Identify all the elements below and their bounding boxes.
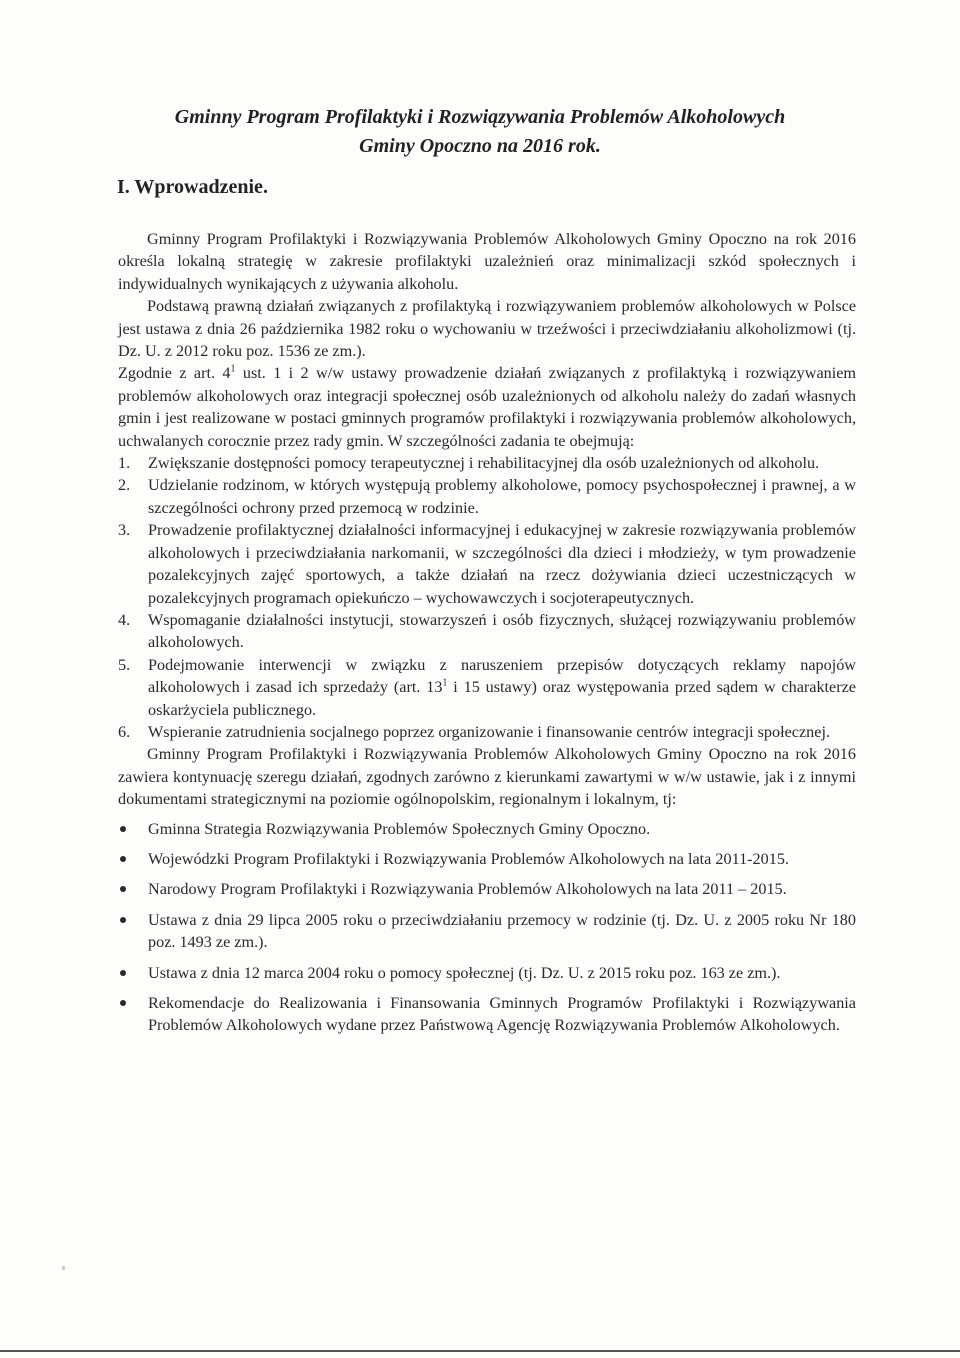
tasks-list	[118, 452, 856, 743]
intro-paragraph-2: Podstawą prawną działań związanych z profilaktyką i rozwiązywaniem problemów alkoholowych w Polsce jest ustawa z dnia 26 października 1982 roku o wychowaniu w trzeźwości i przeciwdziałaniu alkoholizmowi (tj. Dz. U. z 2012 roku poz. 1536 ze zm.).	[118, 297, 856, 361]
scan-edge-line	[0, 1350, 960, 1352]
scan-speck	[62, 1266, 65, 1270]
list-number: 5.	[118, 655, 131, 674]
bullet-icon	[120, 917, 126, 923]
list-number: 6.	[118, 722, 131, 741]
list-item	[118, 519, 856, 609]
document-title	[100, 103, 860, 161]
list-item	[118, 878, 856, 900]
section-heading: I. Wprowadzenie.	[117, 176, 268, 198]
list-item-text: Podejmowanie interwencji w związku z naruszeniem przepisów dotyczących reklamy napojów alkoholowych i zasad ich sprzedaży (art. 13	[148, 655, 856, 697]
list-item	[118, 909, 856, 954]
document-body	[118, 228, 856, 1045]
list-item-text: Prowadzenie profilaktycznej działalności informacyjnej i edukacyjnej w zakresie rozwiązywania problemów alkoholowych i przeciwdziałania narkomanii, w szczególności dla dzieci i młodzieży, w tym prowadzenie pozalekcyjnych zajęć sportowych, a także działań na rzecz dożywiania dzieci uczestniczących w pozalekcyjnych programach opiekuńczo – wychowawczych i socjoterapeutycznych.	[148, 521, 856, 607]
bullet-icon	[120, 856, 126, 862]
list-item	[118, 474, 856, 519]
list-item-text: Gminna Strategia Rozwiązywania Problemów Społecznych Gminy Opoczno.	[148, 819, 651, 838]
list-item-text: Wojewódzki Program Profilaktyki i Rozwiązywania Problemów Alkoholowych na lata 2011-2015.	[148, 849, 789, 868]
intro-paragraph-3	[118, 362, 856, 452]
bullet-icon	[120, 970, 126, 976]
legal-reference-text: Zgodnie z art. 4	[118, 364, 231, 383]
list-item	[118, 818, 856, 840]
list-item	[118, 452, 856, 474]
list-item	[118, 721, 856, 743]
legal-reference-continuation: ust. 1 i 2 w/w ustawy prowadzenie działań związanych z profilaktyką i rozwiązywaniem problemów alkoholowych oraz integracji społecznej osób uzależnionych od alkoholu należy do zadań własnych gmin i jest realizowane w postaci gminnych programów profilaktyki i rozwiązywania problemów alkoholowych, uchwalanych corocznie przez rady gmin. W szczególności zadania te obejmują:	[118, 364, 857, 450]
list-number: 4.	[118, 610, 131, 629]
list-item-text: Narodowy Program Profilaktyki i Rozwiązywania Problemów Alkoholowych na lata 2011 – 2015.	[148, 880, 787, 899]
list-number: 2.	[118, 476, 131, 495]
superscript: 1	[230, 364, 236, 376]
bullet-icon	[120, 886, 126, 892]
superscript: 1	[442, 677, 448, 689]
list-item-text: Rekomendacje do Realizowania i Finansowania Gminnych Programów Profilaktyki i Rozwiązywania Problemów Alkoholowych wydane przez Państwową Agencję Rozwiązywania Problemów Alkoholowych.	[148, 994, 856, 1035]
list-item-text: Ustawa z dnia 29 lipca 2005 roku o przeciwdziałaniu przemocy w rodzinie (tj. Dz. U. z 2005 roku Nr 180 poz. 1493 ze zm.).	[148, 910, 856, 952]
document-title-line-2: Gminy Opoczno na 2016 rok.	[359, 135, 601, 157]
list-item-text: Wspieranie zatrudnienia socjalnego poprzez organizowanie i finansowanie centrów integracji społecznej.	[148, 722, 830, 741]
intro-paragraph-1: Gminny Program Profilaktyki i Rozwiązywania Problemów Alkoholowych Gminy Opoczno na rok 2016 określa lokalną strategię w zakresie profilaktyki uzależnień oraz minimalizacji szkód społecznych i indywidualnych wynikających z używania alkoholu.	[118, 230, 856, 293]
list-item	[118, 992, 856, 1037]
documents-list	[118, 818, 856, 1037]
bullet-icon	[120, 826, 126, 832]
list-item-text-continuation: i 15 ustawy) oraz występowania przed sądem w charakterze oskarżyciela publicznego.	[148, 678, 856, 719]
list-item	[118, 609, 856, 654]
list-item-text: Ustawa z dnia 12 marca 2004 roku o pomocy społecznej (tj. Dz. U. z 2015 roku poz. 163 ze zm.).	[148, 963, 781, 982]
list-item	[118, 654, 856, 721]
list-item-text: Wspomaganie działalności instytucji, stowarzyszeń i osób fizycznych, służącej rozwiązywaniu problemów alkoholowych.	[148, 610, 856, 652]
list-item	[118, 962, 856, 984]
list-item	[118, 848, 856, 870]
list-item-text: Udzielanie rodzinom, w których występują problemy alkoholowe, pomocy psychospołecznej i prawnej, a w szczególności ochrony przed przemocą w rodzinie.	[148, 476, 856, 517]
bullet-icon	[120, 1000, 126, 1006]
list-item-text: Zwiększanie dostępności pomocy terapeutycznej i rehabilitacyjnej dla osób uzależnionych od alkoholu.	[148, 454, 820, 473]
document-title-line-1: Gminny Program Profilaktyki i Rozwiązywania Problemów Alkoholowych	[174, 106, 786, 128]
list-number: 1.	[118, 454, 131, 473]
list-number: 3.	[118, 521, 131, 540]
continuation-paragraph: Gminny Program Profilaktyki i Rozwiązywania Problemów Alkoholowych Gminy Opoczno na rok 2016 zawiera kontynuację szeregu działań, zgodnych zarówno z kierunkami zawartymi w w/w ustawie, jak i z innymi dokumentami strategicznymi na poziomie ogólnopolskim, regionalnym i lokalnym, tj:	[118, 745, 856, 809]
